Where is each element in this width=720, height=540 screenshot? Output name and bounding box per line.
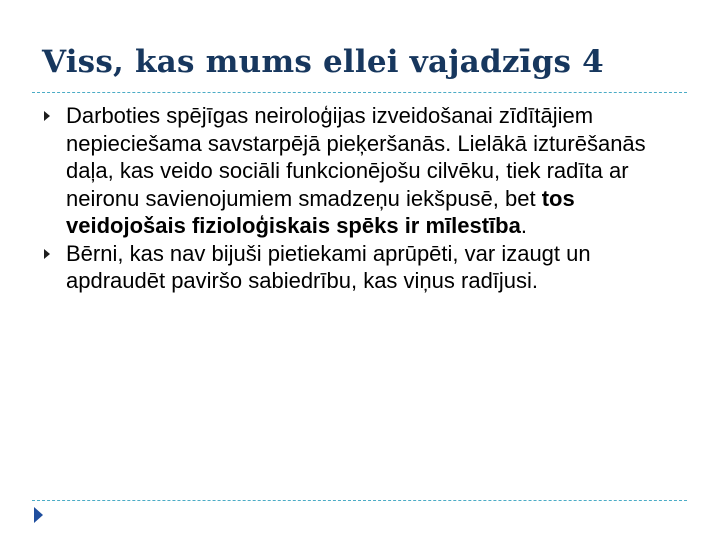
bullet-item [42, 102, 682, 240]
title-divider [32, 92, 687, 93]
next-slide-arrow-icon[interactable] [34, 507, 43, 523]
triangle-bullet-icon [44, 111, 50, 121]
bullet-text-end: . [520, 213, 527, 238]
bullet-bold-text: tos veidojošais fizioloģiskais spēks ir mīlestība [66, 185, 575, 238]
bullet-text: Bērni, kas nav bijuši pietiekami aprūpēti, var izaugt un apdraudēt paviršo sabiedrību, kas viņus radījusi. [66, 240, 591, 293]
bullet-text: Darboties spējīgas neiroloģijas izveidošanai zīdītājiem nepieciešama savstarpējā pieķeršanās. Lielākā izturēšanās daļa, kas veido sociāli funkcionējošu cilvēku, tiek radīta ar neironu savienojumiem smadzeņu iekšpusē, bet [66, 103, 646, 211]
footer-divider [32, 500, 687, 501]
slide-title: Viss, kas mums ellei vajadzīgs 4 [42, 44, 604, 80]
bullet-list [42, 102, 682, 295]
bullet-item [42, 240, 682, 295]
triangle-bullet-icon [44, 249, 50, 259]
